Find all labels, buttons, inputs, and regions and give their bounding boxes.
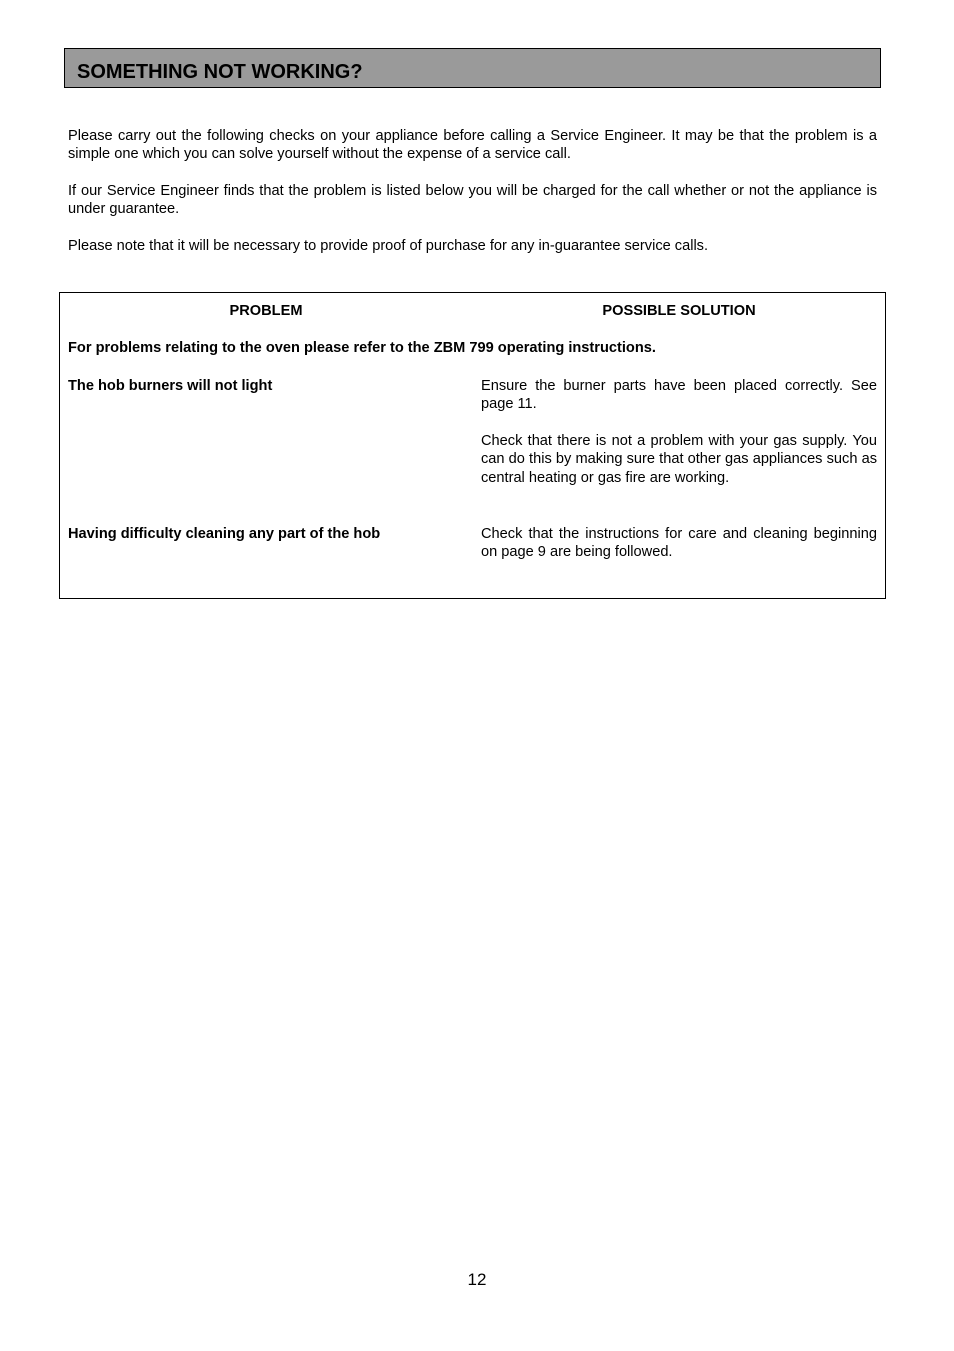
- intro-paragraph: Please carry out the following checks on your appliance before calling a Service Engineer. It may be that the problem is a simple one which you can solve yourself without the expense of a service call.: [68, 128, 877, 162]
- page-number: 12: [467, 1270, 487, 1289]
- intro-paragraph: If our Service Engineer finds that the problem is listed below you will be charged for the call whether or not the appliance is under guarantee.: [68, 183, 877, 217]
- solution-cell: [481, 377, 877, 505]
- intro-text: [68, 127, 877, 274]
- problem-cell: The hob burners will not light: [68, 378, 273, 394]
- section-title: SOMETHING NOT WORKING?: [77, 61, 363, 83]
- solution-text: Check that there is not a problem with your gas supply. You can do this by making sure that other gas appliances such as central heating or gas fire are working.: [481, 433, 877, 486]
- solution-cell: [481, 525, 877, 580]
- troubleshooting-table: [59, 292, 886, 599]
- oven-note: For problems relating to the oven please refer to the ZBM 799 operating instructions.: [68, 340, 656, 356]
- header-problem: PROBLEM: [229, 303, 303, 319]
- intro-paragraph: Please note that it will be necessary to provide proof of purchase for any in-guarantee service calls.: [68, 238, 709, 254]
- solution-text: Check that the instructions for care and cleaning beginning on page 9 are being followed.: [481, 526, 877, 561]
- problem-cell: Having difficulty cleaning any part of the hob: [68, 526, 381, 542]
- solution-text: Ensure the burner parts have been placed correctly. See page 11.: [481, 378, 877, 413]
- section-title-bar: [64, 48, 881, 88]
- header-solution: POSSIBLE SOLUTION: [602, 303, 756, 319]
